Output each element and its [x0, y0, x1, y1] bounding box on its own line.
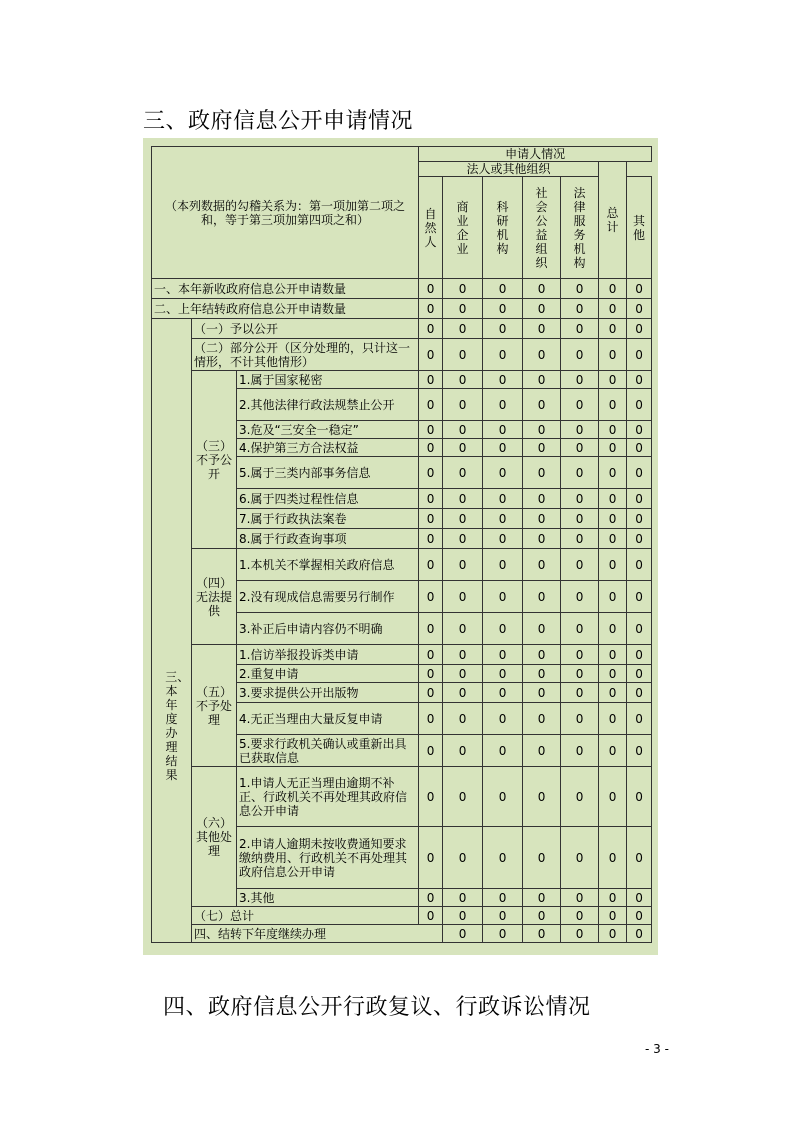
- value-cell: 0: [523, 581, 561, 613]
- value-cell: 0: [599, 683, 627, 703]
- value-cell: 0: [483, 439, 523, 457]
- value-cell: 0: [419, 489, 443, 509]
- value-cell: 0: [599, 439, 627, 457]
- value-cell: 0: [561, 489, 599, 509]
- g3-item-8: 8.属于行政查询事项: [237, 529, 419, 549]
- page-number: - 3 -: [645, 1042, 669, 1056]
- value-cell: 0: [443, 907, 483, 925]
- value-cell: 0: [523, 279, 561, 299]
- value-cell: 0: [443, 457, 483, 489]
- value-cell: 0: [599, 767, 627, 827]
- value-cell: 0: [561, 683, 599, 703]
- value-cell: 0: [419, 907, 443, 925]
- value-cell: 0: [627, 889, 652, 907]
- value-cell: 0: [483, 683, 523, 703]
- value-cell: 0: [523, 889, 561, 907]
- value-cell: 0: [443, 299, 483, 319]
- g6-item-1: 1.申请人无正当理由逾期不补正、行政机关不再处理其政府信息公开申请: [237, 767, 419, 827]
- value-cell: 0: [561, 767, 599, 827]
- value-cell: 0: [627, 581, 652, 613]
- value-cell: 0: [419, 735, 443, 767]
- value-cell: 0: [599, 665, 627, 683]
- value-cell: 0: [483, 489, 523, 509]
- value-cell: 0: [627, 665, 652, 683]
- value-cell: 0: [483, 457, 523, 489]
- value-cell: 0: [443, 371, 483, 389]
- value-cell: 0: [523, 371, 561, 389]
- value-cell: 0: [561, 279, 599, 299]
- value-cell: 0: [561, 529, 599, 549]
- value-cell: 0: [419, 581, 443, 613]
- value-cell: 0: [443, 339, 483, 371]
- value-cell: 0: [561, 645, 599, 665]
- header-applicant: 申请人情况: [419, 147, 652, 162]
- header-col-other: 其他: [627, 177, 652, 279]
- value-cell: 0: [419, 549, 443, 581]
- value-cell: 0: [627, 529, 652, 549]
- value-cell: 0: [561, 549, 599, 581]
- application-table-container: [143, 138, 658, 955]
- value-cell: 0: [561, 889, 599, 907]
- value-cell: 0: [483, 279, 523, 299]
- value-cell: 0: [419, 421, 443, 439]
- value-cell: 0: [599, 581, 627, 613]
- value-cell: 0: [443, 549, 483, 581]
- value-cell: 0: [443, 389, 483, 421]
- value-cell: 0: [561, 319, 599, 339]
- value-cell: 0: [627, 827, 652, 889]
- value-cell: 0: [599, 827, 627, 889]
- value-cell: 0: [443, 703, 483, 735]
- value-cell: 0: [483, 581, 523, 613]
- value-cell: 0: [599, 299, 627, 319]
- value-cell: 0: [523, 529, 561, 549]
- group-4-label: （四）无法提供: [192, 549, 237, 645]
- value-cell: 0: [561, 439, 599, 457]
- value-cell: 0: [599, 457, 627, 489]
- value-cell: 0: [523, 339, 561, 371]
- value-cell: 0: [483, 529, 523, 549]
- value-cell: 0: [419, 439, 443, 457]
- value-cell: 0: [443, 613, 483, 645]
- value-cell: 0: [443, 489, 483, 509]
- value-cell: 0: [483, 665, 523, 683]
- value-cell: 0: [561, 371, 599, 389]
- g3-item-5: 5.属于三类内部事务信息: [237, 457, 419, 489]
- value-cell: 0: [561, 299, 599, 319]
- value-cell: 0: [483, 645, 523, 665]
- value-cell: 0: [483, 827, 523, 889]
- value-cell: 0: [599, 389, 627, 421]
- value-cell: 0: [561, 925, 599, 943]
- value-cell: 0: [483, 735, 523, 767]
- application-table: [151, 146, 652, 943]
- value-cell: 0: [419, 457, 443, 489]
- value-cell: 0: [443, 645, 483, 665]
- value-cell: 0: [599, 509, 627, 529]
- g5-item-4: 4.无正当理由大量反复申请: [237, 703, 419, 735]
- group-2-label: （二）部分公开（区分处理的，只计这一情形，不计其他情形）: [192, 339, 419, 371]
- row-carried-over: 二、上年结转政府信息公开申请数量: [152, 299, 419, 319]
- value-cell: 0: [443, 581, 483, 613]
- value-cell: 0: [561, 389, 599, 421]
- value-cell: 0: [523, 665, 561, 683]
- value-cell: 0: [419, 703, 443, 735]
- value-cell: 0: [443, 925, 483, 943]
- g3-item-6: 6.属于四类过程性信息: [237, 489, 419, 509]
- group-6-label: （六）其他处理: [192, 767, 237, 907]
- value-cell: 0: [561, 421, 599, 439]
- value-cell: 0: [523, 683, 561, 703]
- value-cell: 0: [627, 735, 652, 767]
- value-cell: 0: [523, 457, 561, 489]
- value-cell: 0: [443, 279, 483, 299]
- g4-item-2: 2.没有现成信息需要另行制作: [237, 581, 419, 613]
- value-cell: 0: [599, 907, 627, 925]
- value-cell: 0: [523, 907, 561, 925]
- value-cell: 0: [419, 683, 443, 703]
- g3-item-1: 1.属于国家秘密: [237, 371, 419, 389]
- group-1-label: （一）予以公开: [192, 319, 419, 339]
- value-cell: 0: [523, 925, 561, 943]
- value-cell: 0: [483, 907, 523, 925]
- value-cell: 0: [483, 421, 523, 439]
- value-cell: 0: [627, 319, 652, 339]
- value-cell: 0: [443, 683, 483, 703]
- group-5-label: （五）不予处理: [192, 645, 237, 767]
- g6-item-2: 2.申请人逾期未按收费通知要求缴纳费用、行政机关不再处理其政府信息公开申请: [237, 827, 419, 889]
- g6-item-3: 3.其他: [237, 889, 419, 907]
- value-cell: 0: [419, 529, 443, 549]
- value-cell: 0: [599, 549, 627, 581]
- header-col-research: 科研机构: [483, 177, 523, 279]
- value-cell: 0: [561, 703, 599, 735]
- header-col-natural-person: 自然人: [419, 177, 443, 279]
- value-cell: 0: [561, 735, 599, 767]
- value-cell: 0: [561, 457, 599, 489]
- value-cell: 0: [523, 549, 561, 581]
- value-cell: 0: [483, 703, 523, 735]
- value-cell: 0: [483, 889, 523, 907]
- value-cell: 0: [599, 645, 627, 665]
- value-cell: 0: [599, 529, 627, 549]
- value-cell: 0: [627, 279, 652, 299]
- value-cell: 0: [627, 457, 652, 489]
- value-cell: 0: [443, 827, 483, 889]
- value-cell: 0: [523, 319, 561, 339]
- value-cell: 0: [599, 613, 627, 645]
- value-cell: 0: [419, 319, 443, 339]
- value-cell: 0: [561, 339, 599, 371]
- value-cell: 0: [523, 613, 561, 645]
- value-cell: 0: [627, 549, 652, 581]
- header-col-business: 商业企业: [443, 177, 483, 279]
- value-cell: 0: [523, 389, 561, 421]
- value-cell: 0: [627, 389, 652, 421]
- value-cell: 0: [599, 421, 627, 439]
- value-cell: 0: [627, 371, 652, 389]
- value-cell: 0: [483, 371, 523, 389]
- value-cell: 0: [627, 489, 652, 509]
- row-results-label: 三、本年度办理结果: [152, 319, 192, 943]
- section-heading-4: 四、政府信息公开行政复议、行政诉讼情况: [163, 995, 591, 1020]
- value-cell: 0: [483, 319, 523, 339]
- value-cell: 0: [443, 319, 483, 339]
- g5-item-1: 1.信访举报投诉类申请: [237, 645, 419, 665]
- value-cell: 0: [599, 889, 627, 907]
- value-cell: 0: [523, 735, 561, 767]
- g4-item-3: 3.补正后申请内容仍不明确: [237, 613, 419, 645]
- value-cell: 0: [419, 339, 443, 371]
- value-cell: 0: [627, 299, 652, 319]
- value-cell: 0: [627, 439, 652, 457]
- value-cell: 0: [561, 665, 599, 683]
- g5-item-5: 5.要求行政机关确认或重新出具已获取信息: [237, 735, 419, 767]
- section-heading-3: 三、政府信息公开申请情况: [143, 109, 414, 134]
- value-cell: 0: [627, 421, 652, 439]
- value-cell: 0: [443, 889, 483, 907]
- value-cell: 0: [483, 299, 523, 319]
- group-7-label: （七）总计: [192, 907, 419, 925]
- table-description: （本列数据的勾稽关系为：第一项加第二项之和，等于第三项加第四项之和）: [152, 147, 419, 279]
- g5-item-2: 2.重复申请: [237, 665, 419, 683]
- value-cell: 0: [419, 509, 443, 529]
- value-cell: 0: [599, 925, 627, 943]
- value-cell: 0: [627, 613, 652, 645]
- value-cell: 0: [523, 421, 561, 439]
- value-cell: 0: [419, 279, 443, 299]
- g3-item-7: 7.属于行政执法案卷: [237, 509, 419, 529]
- value-cell: 0: [419, 613, 443, 645]
- value-cell: 0: [599, 319, 627, 339]
- header-col-legal-service: 法律服务机构: [561, 177, 599, 279]
- value-cell: 0: [599, 371, 627, 389]
- header-legal-group: 法人或其他组织: [419, 162, 599, 177]
- value-cell: 0: [523, 439, 561, 457]
- g3-item-3: 3.危及“三安全一稳定”: [237, 421, 419, 439]
- value-cell: 0: [561, 581, 599, 613]
- value-cell: 0: [483, 389, 523, 421]
- value-cell: 0: [419, 299, 443, 319]
- value-cell: 0: [627, 339, 652, 371]
- value-cell: 0: [599, 735, 627, 767]
- value-cell: 0: [419, 371, 443, 389]
- row-carry-forward: 四、结转下年度继续办理: [192, 925, 443, 943]
- value-cell: 0: [443, 767, 483, 827]
- value-cell: 0: [523, 299, 561, 319]
- value-cell: 0: [483, 613, 523, 645]
- header-col-public-welfare: 社会公益组织: [523, 177, 561, 279]
- value-cell: 0: [523, 827, 561, 889]
- value-cell: 0: [443, 665, 483, 683]
- g3-item-2: 2.其他法律行政法规禁止公开: [237, 389, 419, 421]
- g3-item-4: 4.保护第三方合法权益: [237, 439, 419, 457]
- value-cell: 0: [627, 703, 652, 735]
- value-cell: 0: [627, 645, 652, 665]
- row-new-applications: 一、本年新收政府信息公开申请数量: [152, 279, 419, 299]
- value-cell: 0: [523, 703, 561, 735]
- value-cell: 0: [523, 509, 561, 529]
- value-cell: 0: [419, 767, 443, 827]
- value-cell: 0: [443, 421, 483, 439]
- value-cell: 0: [599, 489, 627, 509]
- value-cell: 0: [483, 925, 523, 943]
- value-cell: 0: [443, 439, 483, 457]
- value-cell: 0: [483, 549, 523, 581]
- value-cell: 0: [419, 889, 443, 907]
- value-cell: 0: [419, 665, 443, 683]
- value-cell: 0: [419, 389, 443, 421]
- value-cell: 0: [599, 279, 627, 299]
- value-cell: 0: [523, 489, 561, 509]
- value-cell: 0: [483, 767, 523, 827]
- value-cell: 0: [627, 907, 652, 925]
- value-cell: 0: [483, 339, 523, 371]
- value-cell: 0: [599, 339, 627, 371]
- value-cell: 0: [443, 735, 483, 767]
- value-cell: 0: [627, 925, 652, 943]
- g5-item-3: 3.要求提供公开出版物: [237, 683, 419, 703]
- value-cell: 0: [483, 509, 523, 529]
- value-cell: 0: [561, 509, 599, 529]
- value-cell: 0: [561, 613, 599, 645]
- value-cell: 0: [443, 529, 483, 549]
- value-cell: 0: [627, 683, 652, 703]
- group-3-label: （三）不予公开: [192, 371, 237, 549]
- value-cell: 0: [419, 827, 443, 889]
- value-cell: 0: [523, 767, 561, 827]
- value-cell: 0: [561, 827, 599, 889]
- value-cell: 0: [443, 509, 483, 529]
- g4-item-1: 1.本机关不掌握相关政府信息: [237, 549, 419, 581]
- value-cell: 0: [627, 767, 652, 827]
- value-cell: 0: [627, 509, 652, 529]
- value-cell: 0: [419, 645, 443, 665]
- value-cell: 0: [599, 703, 627, 735]
- value-cell: 0: [523, 645, 561, 665]
- header-col-total: 总计: [599, 162, 627, 279]
- value-cell: 0: [561, 907, 599, 925]
